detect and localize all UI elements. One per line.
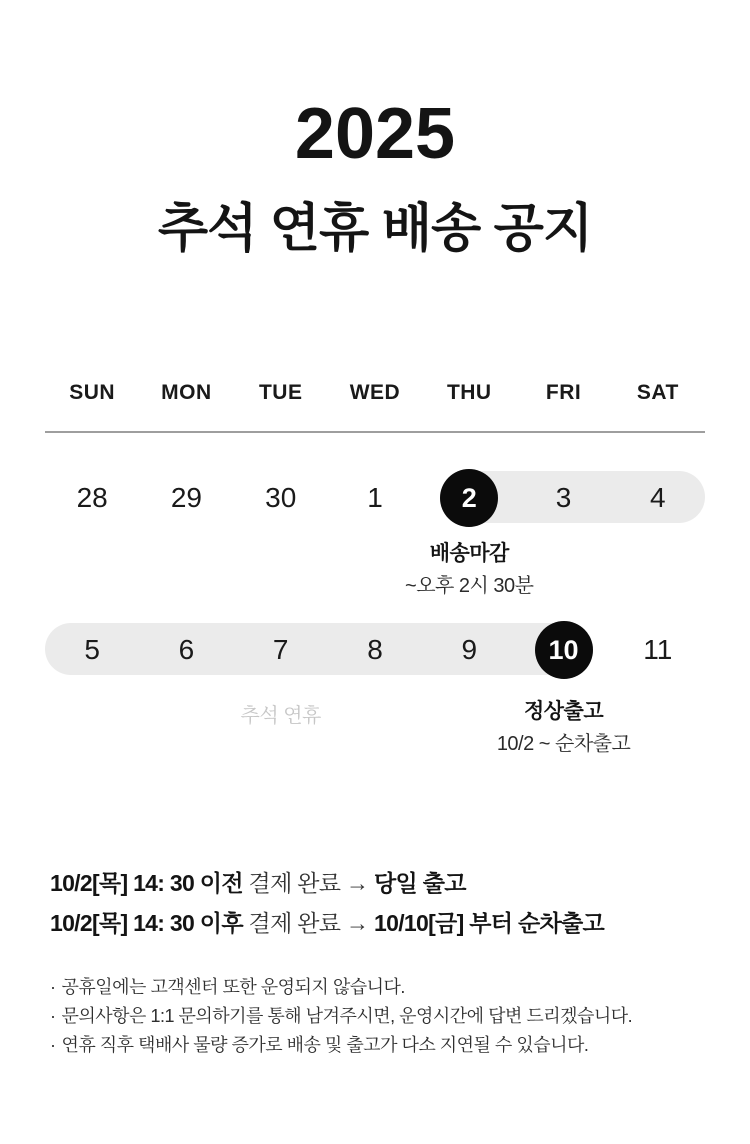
day-cell: 1 xyxy=(367,482,383,513)
title-year: 2025 xyxy=(294,94,456,174)
day-cell: 6 xyxy=(178,634,195,665)
day-cell-highlighted-2 xyxy=(440,469,498,527)
note-text-delay: 연휴 직후 택배사 물량 증가로 배송 및 출고가 다소 지연될 수 있습니다. xyxy=(61,1035,589,1055)
sequential-shipping-label: 10/2 ~ 순차출고 xyxy=(496,733,631,755)
day-cell: 5 xyxy=(84,634,100,665)
calendar-divider xyxy=(45,431,705,433)
list-item xyxy=(50,973,700,1002)
day-number: 2 xyxy=(461,482,477,513)
week1-annotations xyxy=(45,525,705,621)
day-cell: 29 xyxy=(170,482,202,513)
rule2-condition: 결제 완료 xyxy=(248,910,341,936)
calendar-week-row-2 xyxy=(45,621,705,677)
weekday-sun: SUN xyxy=(69,381,116,404)
arrow-right-icon: → xyxy=(346,910,369,936)
shipping-deadline-time: ~오후 2시 30분 xyxy=(405,575,534,597)
bullet-icon: · xyxy=(50,1006,56,1026)
normal-shipping-label: 정상출고 xyxy=(523,700,604,723)
calendar-week-row-1 xyxy=(45,469,705,525)
day-cell: 8 xyxy=(367,634,383,665)
page-title: 추석 연휴 배송 공지 xyxy=(157,200,593,258)
day-number: 10 xyxy=(548,634,579,665)
weekday-wed: WED xyxy=(349,381,401,404)
shipping-deadline-label: 배송마감 xyxy=(429,542,509,565)
day-cell: 30 xyxy=(265,482,297,513)
rule1-time: 10/2[목] 14: 30 이전 xyxy=(50,870,243,896)
notice-header xyxy=(0,0,750,261)
day-cell: 4 xyxy=(650,482,666,513)
weekday-header-row xyxy=(45,381,705,405)
day-cell: 9 xyxy=(461,634,478,665)
rule1-result: 당일 출고 xyxy=(374,870,466,896)
note-text-holiday-cs: 공휴일에는 고객센터 또한 운영되지 않습니다. xyxy=(61,977,405,997)
rule2-result: 10/10[금] 부터 순차출고 xyxy=(374,910,605,936)
weekday-thu: THU xyxy=(446,381,492,404)
list-item xyxy=(50,1002,700,1031)
notice-bullet-list xyxy=(50,973,700,1060)
delivery-calendar xyxy=(45,381,705,807)
day-cell: 11 xyxy=(643,634,673,665)
chuseok-holiday-label: 추석 연휴 xyxy=(240,705,321,727)
weekday-sat: SAT xyxy=(636,381,679,404)
bullet-icon: · xyxy=(50,1035,56,1055)
note-text-inquiry: 문의사항은 1:1 문의하기를 통해 남겨주시면, 운영시간에 답변 드리겠습니다. xyxy=(61,1006,633,1026)
rule1-condition: 결제 완료 xyxy=(248,870,341,896)
day-cell: 28 xyxy=(76,482,108,513)
list-item xyxy=(50,1031,700,1060)
weekday-tue: TUE xyxy=(258,381,303,404)
week2-annotations xyxy=(45,677,705,807)
arrow-right-icon: → xyxy=(346,870,369,896)
rule-after-deadline xyxy=(50,903,700,943)
day-cell: 7 xyxy=(272,634,289,665)
shipping-rules-section xyxy=(0,863,750,1060)
rule2-time: 10/2[목] 14: 30 이후 xyxy=(50,910,243,936)
weekday-mon: MON xyxy=(161,381,212,404)
weekday-fri: FRI xyxy=(545,381,582,404)
day-cell: 3 xyxy=(555,482,572,513)
highlight-pill-week2 xyxy=(45,623,593,675)
day-cell-highlighted-10 xyxy=(535,621,593,679)
bullet-icon: · xyxy=(50,977,56,997)
rule-before-deadline xyxy=(50,863,700,903)
